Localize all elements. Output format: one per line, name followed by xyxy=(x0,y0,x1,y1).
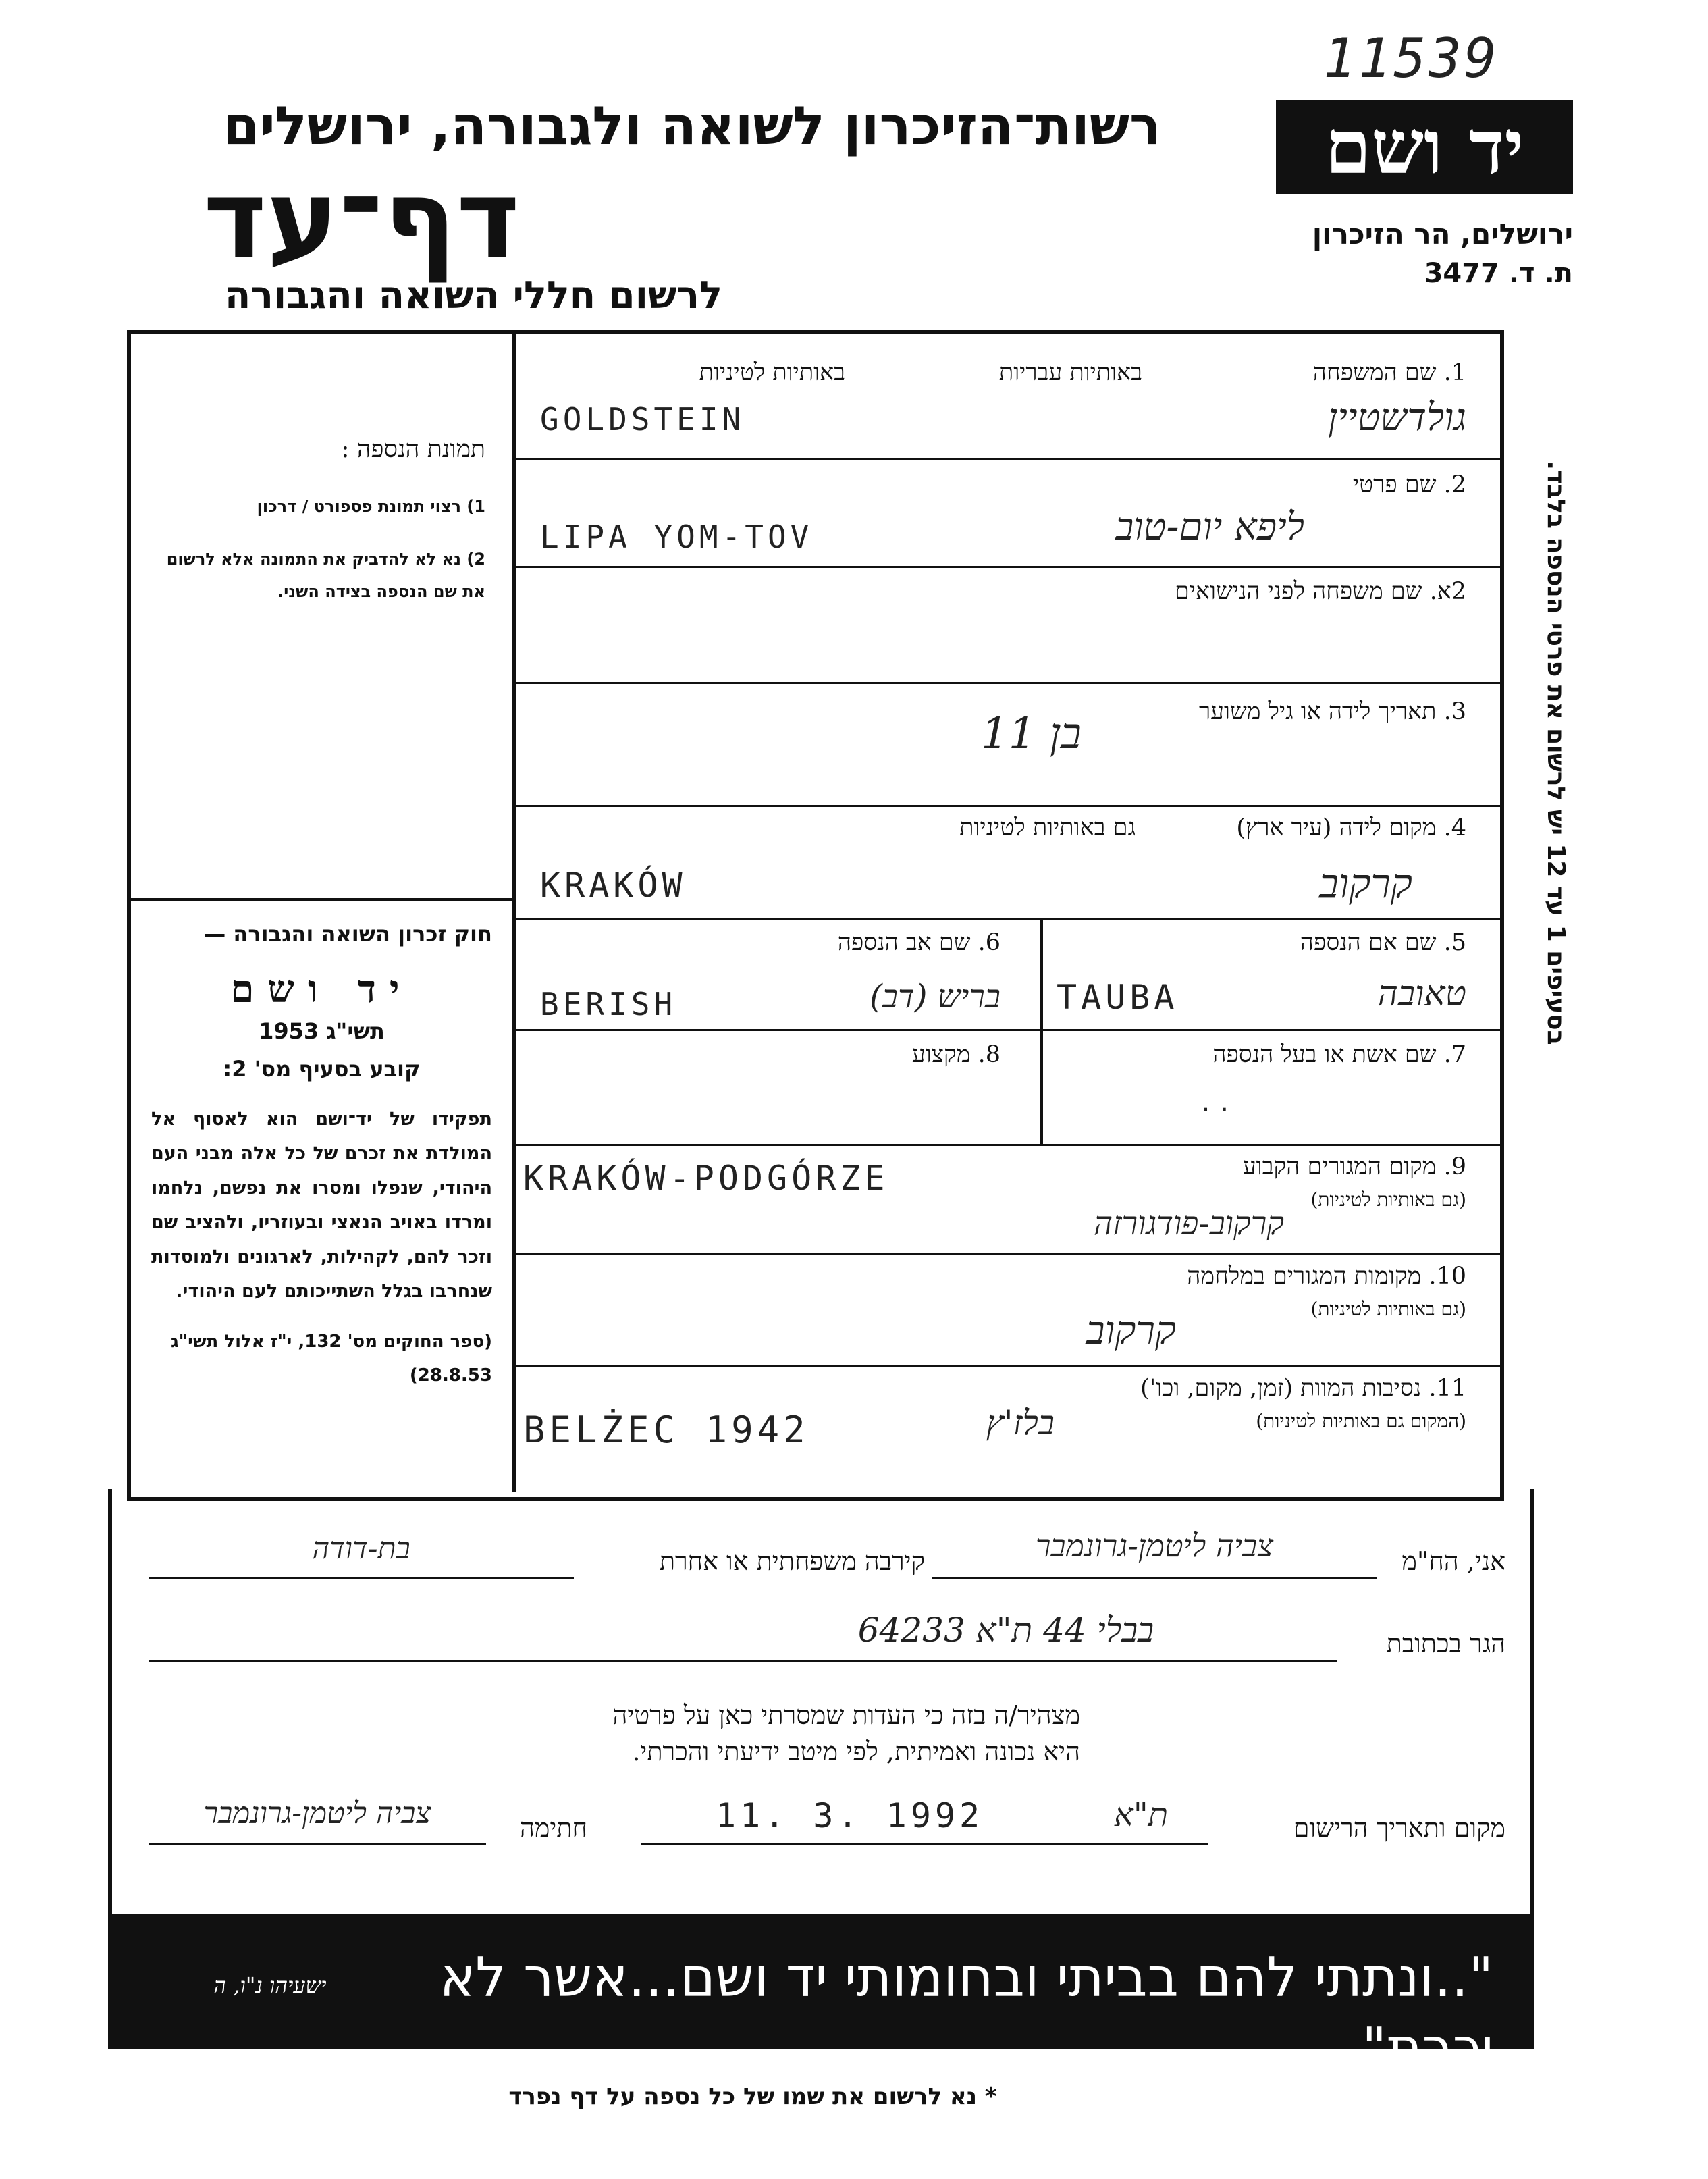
field-11-label: 11. נסיבות המוות (זמן, מקום, וכו') xyxy=(1140,1375,1466,1402)
field-6-label: 6. שם אב הנספה xyxy=(837,929,1000,956)
spouse-divider xyxy=(1040,1029,1043,1144)
parents-divider xyxy=(1040,918,1043,1029)
footer-note: * נא לרשום את שמו של כל נספה על דף נפרד xyxy=(508,2083,997,2110)
field-1-lat-hint: באותיות לטיניות xyxy=(699,359,845,386)
field-2-lat-value[interactable]: LIPA YOM-TOV xyxy=(540,519,813,555)
form-frame xyxy=(127,330,1504,1501)
witness-i-label: אני, הח"מ xyxy=(1402,1546,1505,1576)
field-permanent-residence xyxy=(516,1144,1500,1255)
field-first-name xyxy=(516,458,1500,568)
logo-text: יד ושם xyxy=(1325,103,1524,190)
registration-date-value[interactable]: 11. 3. 1992 xyxy=(716,1796,984,1835)
field-birth-date xyxy=(516,682,1500,807)
logo-address: ירושלים, הר הזיכרון xyxy=(1312,217,1573,251)
field-birth-place xyxy=(516,805,1500,920)
photo-box-title: תמונת הנספה : xyxy=(341,436,485,463)
registration-place-label: מקום ותאריך הרישום xyxy=(1293,1813,1505,1843)
law-body: תפקידו של יד־ושם הוא לאסוף אל המולדת את זכרם של כל אלה מבני העם היהודי, שנפלו ומסרו את נפשם, נלחמו ומרדו באויב הנאצי ובעוזריו, ולהציב שם וזכר להם, לקהילות, לארגונים ולמוסדות שנחרבו בגלל השתייכותם לעם היהודי. xyxy=(151,1109,492,1302)
field-5-heb-value[interactable]: טאובה xyxy=(1377,974,1466,1014)
field-wartime-residence xyxy=(516,1253,1500,1367)
field-9-lat-value[interactable]: KRAKÓW-PODGÓRZE xyxy=(523,1159,889,1198)
field-2-heb-value[interactable]: ליפא יום-טוב xyxy=(1115,505,1304,549)
field-10-hint: (גם באותיות לטיניות) xyxy=(1310,1298,1466,1320)
declaration-line-1: מצהיר/ה בזה כי העדות שמסרתי כאן על פרטיה xyxy=(612,1700,1080,1730)
field-death-circumstances xyxy=(516,1365,1500,1494)
yad-vashem-logo xyxy=(1276,100,1573,194)
field-10-heb-value[interactable]: קרקוב xyxy=(1086,1307,1176,1353)
signature-line xyxy=(149,1843,486,1845)
field-9-hint: (גם באותיות לטיניות) xyxy=(1310,1188,1466,1211)
field-3-label: 3. תאריך לידה או גיל משוער xyxy=(1198,698,1466,725)
form-title: דף־עד xyxy=(203,156,520,282)
witness-name-value[interactable]: צביה ליטמן-גרונמבר xyxy=(1035,1527,1274,1564)
photo-note-1: 1) רצוי תמונת פספורט / דרכון xyxy=(257,497,485,516)
authority-title: רשות־הזיכרון לשואה ולגבורה, ירושלים xyxy=(223,96,1161,157)
field-5-label: 5. שם אם הנספה xyxy=(1300,929,1466,956)
field-4-lat-value[interactable]: KRAKÓW xyxy=(540,866,687,905)
photo-note-2: 2) נא לא להדביק את התמונה אלא לרשום את שם הנספה בצידה השני. xyxy=(166,550,485,601)
witness-relation-line xyxy=(149,1577,574,1579)
witness-address-value[interactable]: בבלי 44 ת"א 64233 xyxy=(857,1610,1154,1650)
law-heading: חוק זכרון השואה והגבורה — xyxy=(204,921,492,947)
declaration-line-2: היא נכונה ואמיתית, לפי מיטב ידיעתי והכרתי. xyxy=(632,1737,1080,1766)
field-4-lat-hint: גם באותיות לטיניות xyxy=(959,814,1136,841)
field-parents xyxy=(516,918,1500,1031)
banner-quote: "..ונתתי להם בביתי ובחומותי יד ושם...אשר לא יכרת" xyxy=(439,1946,1493,2079)
side-note xyxy=(1536,415,1570,1091)
field-11-hint: (המקום גם באותיות לטיניות) xyxy=(1256,1410,1466,1432)
photo-box xyxy=(131,334,512,901)
witness-relation-value[interactable]: בת-דודה xyxy=(312,1531,410,1566)
field-1-lat-value[interactable]: GOLDSTEIN xyxy=(540,401,745,438)
field-2-label: 2. שם פרטי xyxy=(1352,471,1466,498)
banner-source: ישעיהו נ"ו, ה xyxy=(213,1972,327,1998)
field-3-value[interactable]: בן 11 xyxy=(981,709,1082,759)
field-spouse-profession xyxy=(516,1029,1500,1146)
quote-banner xyxy=(108,1914,1534,2079)
field-8-label: 8. מקצוע xyxy=(911,1041,1000,1068)
witness-name-line xyxy=(932,1577,1377,1579)
witness-relation-label: קירבה משפחתית או אחרת xyxy=(659,1546,925,1576)
field-10-label: 10. מקומות המגורים במלחמה xyxy=(1187,1263,1466,1290)
field-11-heb-value[interactable]: בלז'ץ xyxy=(986,1403,1055,1442)
registration-place-value[interactable]: ת"א xyxy=(1113,1796,1169,1834)
field-5-lat-value[interactable]: TAUBA xyxy=(1057,978,1179,1017)
field-2a-label: 2א. שם משפחה לפני הנישואים xyxy=(1175,578,1466,605)
signature-value[interactable]: צביה ליטמן-גרונמבר xyxy=(203,1796,431,1831)
field-6-heb-value[interactable]: בריש (דב) xyxy=(870,978,1000,1016)
logo-pobox: ת. ד. 3477 xyxy=(1424,258,1573,289)
law-year: תשי"ג 1953 xyxy=(259,1018,385,1044)
field-family-name xyxy=(516,334,1500,460)
field-1-heb-value[interactable]: גולדשטיין xyxy=(1327,396,1466,440)
field-maiden-name xyxy=(516,566,1500,684)
law-box xyxy=(131,908,512,1495)
field-1-heb-hint: באותיות עבריות xyxy=(998,359,1142,386)
side-note-text: בסעיפים 1 עד 12 יש לרשום את פרטי הנספה בלבד. xyxy=(1542,461,1570,1045)
field-9-heb-value[interactable]: קרקוב-פודגורזה xyxy=(1094,1205,1284,1242)
law-name: יד ושם xyxy=(230,967,413,1012)
field-9-label: 9. מקום המגורים הקבוע xyxy=(1242,1153,1466,1180)
fields-area xyxy=(516,334,1500,1498)
registration-line xyxy=(641,1843,1208,1845)
law-clause: קובע בסעיף מס' 2: xyxy=(223,1056,421,1082)
form-subtitle: לרשום חללי השואה והגבורה xyxy=(224,273,722,317)
field-11-lat-value[interactable]: BELŻEC 1942 xyxy=(523,1409,809,1451)
field-7-value[interactable]: .. xyxy=(1198,1090,1236,1118)
witness-address-line xyxy=(149,1660,1337,1662)
law-source: (ספר החוקים מס' 132, י"ז אלול תשי"ג 28.8.53) xyxy=(171,1332,492,1386)
signature-label: חתימה xyxy=(519,1813,587,1843)
field-1-label: 1. שם המשפחה xyxy=(1312,359,1466,386)
document-number: 11539 xyxy=(1323,27,1499,90)
witness-address-label: הגר בכתובת xyxy=(1386,1629,1505,1658)
field-4-heb-value[interactable]: קרקוב xyxy=(1319,860,1412,908)
field-6-lat-value[interactable]: BERISH xyxy=(540,986,677,1022)
field-4-label: 4. מקום לידה (עיר ארץ) xyxy=(1236,814,1466,841)
field-7-label: 7. שם אשת או בעל הנספה xyxy=(1212,1041,1466,1068)
